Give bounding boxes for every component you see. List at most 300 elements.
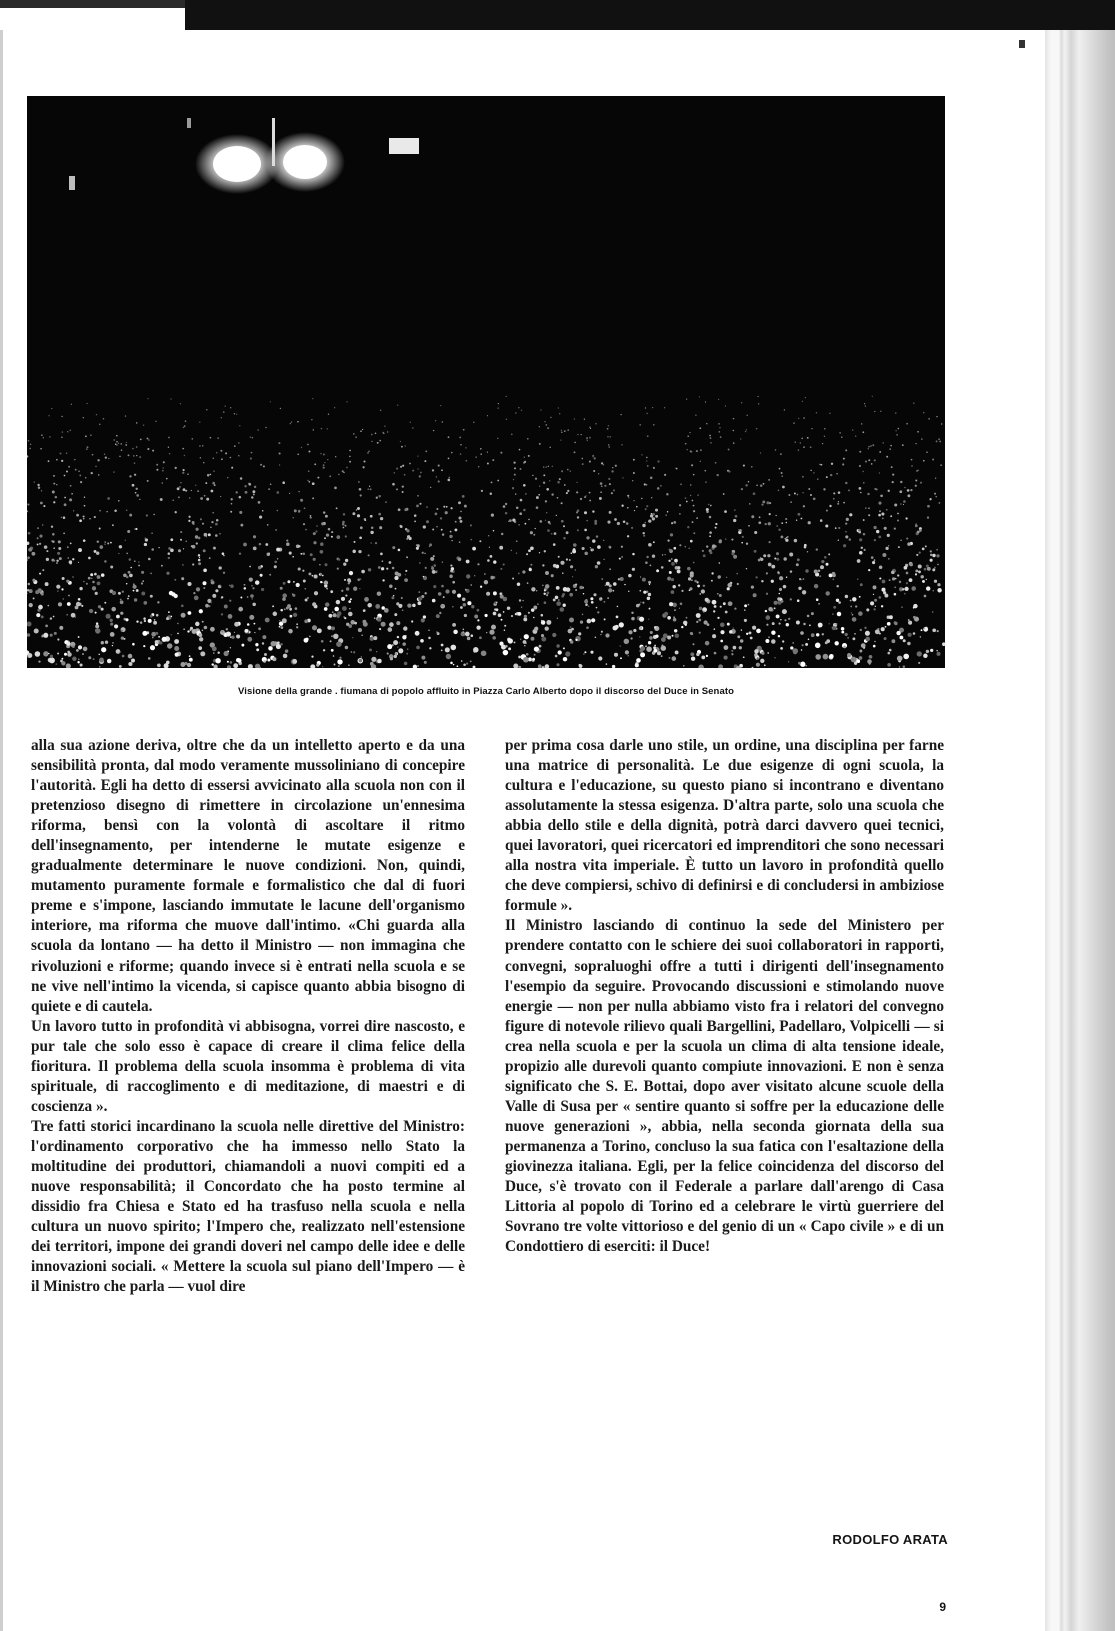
- crowd-speck: [907, 489, 910, 492]
- crowd-speck: [436, 570, 438, 572]
- crowd-speck: [619, 622, 624, 627]
- crowd-speck: [859, 551, 863, 555]
- crowd-speck: [726, 577, 727, 578]
- crowd-speck: [590, 547, 591, 548]
- crowd-speck: [621, 556, 623, 558]
- crowd-speck: [643, 591, 646, 594]
- crowd-speck: [642, 578, 646, 582]
- crowd-speck: [603, 464, 604, 465]
- crowd-speck: [128, 595, 130, 597]
- crowd-speck: [42, 524, 44, 526]
- crowd-speck: [230, 407, 231, 408]
- crowd-speck: [592, 539, 595, 542]
- crowd-speck: [452, 623, 456, 627]
- scan-mark: [1019, 40, 1025, 48]
- crowd-speck: [776, 552, 779, 555]
- crowd-speck: [159, 641, 162, 644]
- crowd-speck: [650, 476, 653, 479]
- crowd-speck: [261, 588, 264, 591]
- crowd-speck: [358, 628, 362, 632]
- crowd-speck: [715, 523, 717, 525]
- crowd-speck: [451, 540, 452, 541]
- crowd-speck: [533, 606, 537, 610]
- crowd-speck: [126, 583, 127, 584]
- crowd-speck: [282, 621, 283, 622]
- crowd-speck: [398, 508, 401, 511]
- crowd-speck: [61, 588, 63, 590]
- crowd-speck: [679, 513, 680, 514]
- crowd-speck: [561, 502, 563, 504]
- crowd-speck: [557, 481, 560, 484]
- crowd-speck: [897, 520, 899, 522]
- crowd-speck: [570, 565, 573, 568]
- crowd-speck: [609, 511, 612, 514]
- crowd-speck: [377, 591, 381, 595]
- crowd-speck: [556, 586, 560, 590]
- crowd-speck: [147, 438, 149, 440]
- crowd-speck: [98, 605, 101, 608]
- crowd-speck: [130, 567, 132, 569]
- crowd-speck: [751, 515, 754, 518]
- crowd-speck: [836, 623, 838, 625]
- crowd-speck: [937, 630, 939, 632]
- crowd-speck: [805, 665, 806, 666]
- crowd-speck: [874, 459, 876, 461]
- crowd-speck: [476, 625, 480, 629]
- crowd-speck: [627, 535, 629, 537]
- crowd-speck: [756, 663, 760, 667]
- crowd-speck: [864, 549, 866, 551]
- crowd-speck: [582, 614, 584, 616]
- crowd-speck: [574, 451, 576, 453]
- crowd-speck: [323, 466, 325, 468]
- crowd-speck: [530, 531, 533, 534]
- crowd-speck: [133, 455, 135, 457]
- crowd-speck: [720, 436, 722, 438]
- crowd-speck: [402, 642, 406, 646]
- crowd-speck: [693, 532, 695, 534]
- crowd-speck: [148, 619, 152, 623]
- crowd-speck: [243, 543, 247, 547]
- crowd-speck: [777, 571, 779, 573]
- crowd-speck: [436, 526, 437, 527]
- crowd-speck: [753, 492, 756, 495]
- crowd-speck: [718, 575, 721, 578]
- crowd-speck: [525, 523, 527, 525]
- crowd-speck: [613, 590, 615, 592]
- crowd-speck: [867, 493, 869, 495]
- crowd-speck: [377, 618, 381, 622]
- crowd-speck: [787, 536, 789, 538]
- crowd-speck: [561, 595, 564, 598]
- crowd-speck: [724, 656, 728, 660]
- crowd-speck: [578, 632, 581, 635]
- crowd-speck: [746, 633, 748, 635]
- crowd-speck: [696, 581, 698, 583]
- crowd-speck: [150, 573, 152, 575]
- crowd-speck: [59, 626, 63, 630]
- crowd-speck: [647, 465, 648, 466]
- crowd-speck: [915, 485, 917, 487]
- crowd-speck: [905, 587, 909, 591]
- crowd-speck: [646, 505, 648, 507]
- crowd-speck: [78, 598, 81, 601]
- crowd-speck: [909, 578, 913, 582]
- crowd-speck: [761, 580, 763, 582]
- crowd-speck: [940, 464, 942, 466]
- crowd-speck: [179, 486, 181, 488]
- crowd-speck: [647, 597, 650, 600]
- crowd-speck: [41, 490, 42, 491]
- crowd-speck: [831, 463, 833, 465]
- crowd-speck: [829, 654, 833, 658]
- crowd-speck: [136, 620, 138, 622]
- crowd-speck: [803, 578, 805, 580]
- crowd-speck: [648, 619, 649, 620]
- crowd-speck: [903, 504, 904, 505]
- crowd-speck: [709, 535, 711, 537]
- crowd-speck: [753, 593, 757, 597]
- crowd-speck: [513, 479, 514, 480]
- crowd-speck: [62, 431, 63, 432]
- crowd-speck: [593, 593, 596, 596]
- crowd-speck: [918, 570, 921, 573]
- crowd-speck: [640, 576, 641, 577]
- crowd-speck: [188, 516, 190, 518]
- crowd-speck: [503, 563, 505, 565]
- crowd-speck: [445, 511, 448, 514]
- crowd-speck: [917, 431, 919, 433]
- crowd-speck: [523, 484, 526, 487]
- crowd-speck: [546, 594, 548, 596]
- crowd-speck: [623, 520, 626, 523]
- crowd-speck: [566, 531, 569, 534]
- crowd-speck: [664, 407, 665, 408]
- crowd-speck: [330, 590, 333, 593]
- crowd-speck: [112, 524, 114, 526]
- crowd-speck: [624, 639, 629, 644]
- crowd-speck: [453, 630, 458, 635]
- crowd-speck: [244, 587, 247, 590]
- crowd-speck: [349, 461, 351, 463]
- crowd-speck: [741, 629, 742, 630]
- crowd-speck: [861, 547, 863, 549]
- crowd-speck: [661, 637, 666, 642]
- crowd-speck: [199, 557, 200, 558]
- crowd-speck: [779, 576, 783, 580]
- crowd-speck: [922, 580, 925, 583]
- crowd-speck: [397, 636, 399, 638]
- crowd-speck: [876, 530, 879, 533]
- crowd-speck: [768, 479, 770, 481]
- crowd-speck: [463, 664, 466, 667]
- crowd-speck: [252, 603, 255, 606]
- crowd-speck: [703, 554, 706, 557]
- crowd-speck: [600, 634, 602, 636]
- crowd-speck: [691, 464, 693, 466]
- crowd-speck: [27, 556, 30, 559]
- crowd-speck: [339, 657, 341, 659]
- crowd-speck: [547, 427, 549, 429]
- crowd-speck: [349, 450, 351, 452]
- crowd-speck: [370, 531, 373, 534]
- crowd-speck: [161, 565, 163, 567]
- crowd-speck: [338, 474, 339, 475]
- crowd-speck: [814, 584, 818, 588]
- crowd-speck: [703, 610, 705, 612]
- crowd-speck: [924, 568, 927, 571]
- crowd-speck: [864, 627, 866, 629]
- crowd-speck: [669, 571, 672, 574]
- crowd-speck: [622, 477, 623, 478]
- crowd-speck: [685, 546, 686, 547]
- crowd-speck: [834, 641, 838, 645]
- crowd-speck: [397, 646, 399, 648]
- crowd-speck: [150, 595, 153, 598]
- crowd-speck: [342, 523, 345, 526]
- crowd-speck: [357, 514, 360, 517]
- crowd-speck: [816, 548, 818, 550]
- crowd-speck: [608, 446, 610, 448]
- crowd-speck: [591, 618, 595, 622]
- crowd-speck: [751, 585, 754, 588]
- crowd-speck: [203, 581, 207, 585]
- crowd-speck: [28, 548, 32, 552]
- crowd-speck: [230, 511, 232, 513]
- crowd-speck: [609, 568, 611, 570]
- crowd-speck: [756, 629, 761, 634]
- crowd-speck: [559, 478, 561, 480]
- crowd-speck: [803, 623, 806, 626]
- crowd-speck: [460, 511, 461, 512]
- crowd-speck: [247, 596, 249, 598]
- crowd-speck: [309, 636, 310, 637]
- crowd-speck: [485, 614, 488, 617]
- crowd-speck: [387, 644, 392, 649]
- crowd-speck: [581, 434, 582, 435]
- crowd-speck: [889, 579, 891, 581]
- crowd-speck: [281, 626, 284, 629]
- crowd-speck: [672, 585, 675, 588]
- crowd-speck: [608, 588, 612, 592]
- crowd-speck: [424, 661, 427, 664]
- crowd-speck: [357, 507, 360, 510]
- crowd-speck: [859, 596, 861, 598]
- crowd-speck: [182, 472, 184, 474]
- crowd-speck: [882, 580, 886, 584]
- crowd-speck: [533, 534, 535, 536]
- crowd-speck: [87, 446, 89, 448]
- crowd-speck: [144, 537, 146, 539]
- crowd-speck: [313, 532, 316, 535]
- crowd-speck: [360, 430, 362, 432]
- crowd-speck: [903, 500, 906, 503]
- crowd-speck: [903, 654, 909, 660]
- crowd-speck: [72, 645, 75, 648]
- crowd-speck: [207, 599, 211, 603]
- crowd-speck: [30, 444, 31, 445]
- crowd-speck: [810, 446, 812, 448]
- crowd-speck: [614, 653, 618, 657]
- crowd-speck: [129, 574, 133, 578]
- crowd-speck: [592, 510, 594, 512]
- crowd-speck: [92, 454, 94, 456]
- crowd-speck: [452, 590, 456, 594]
- crowd-speck: [541, 637, 546, 642]
- crowd-speck: [451, 567, 454, 570]
- crowd-speck: [107, 497, 110, 500]
- crowd-speck: [759, 647, 762, 650]
- crowd-speck: [860, 583, 863, 586]
- crowd-speck: [425, 592, 427, 594]
- crowd-speck: [756, 485, 758, 487]
- crowd-speck: [118, 553, 119, 554]
- crowd-speck: [810, 470, 811, 471]
- crowd-speck: [805, 397, 806, 398]
- crowd-speck: [262, 635, 266, 639]
- crowd-speck: [685, 624, 687, 626]
- crowd-speck: [298, 567, 301, 570]
- crowd-speck: [607, 428, 609, 430]
- crowd-speck: [687, 526, 689, 528]
- crowd-speck: [134, 462, 136, 464]
- crowd-speck: [129, 475, 131, 477]
- crowd-speck: [367, 452, 369, 454]
- crowd-speck: [780, 647, 783, 650]
- crowd-speck: [862, 471, 863, 472]
- crowd-speck: [436, 614, 440, 618]
- crowd-speck: [546, 620, 551, 625]
- crowd-speck: [904, 487, 905, 488]
- crowd-speck: [195, 485, 196, 486]
- crowd-speck: [710, 505, 712, 507]
- crowd-speck: [282, 593, 287, 598]
- crowd-speck: [780, 619, 781, 620]
- crowd-speck: [845, 633, 848, 636]
- crowd-speck: [551, 574, 554, 577]
- crowd-speck: [380, 517, 383, 520]
- crowd-speck: [457, 665, 459, 667]
- crowd-speck: [101, 608, 104, 611]
- crowd-speck: [126, 553, 128, 555]
- crowd-speck: [195, 535, 198, 538]
- crowd-speck: [50, 655, 53, 658]
- crowd-speck: [364, 519, 366, 521]
- crowd-speck: [930, 649, 933, 652]
- crowd-speck: [150, 615, 153, 618]
- crowd-speck: [405, 574, 406, 575]
- crowd-speck: [829, 623, 830, 624]
- crowd-speck: [363, 460, 365, 462]
- crowd-speck: [794, 539, 797, 542]
- crowd-speck: [152, 637, 154, 639]
- crowd-speck: [118, 592, 121, 595]
- crowd-speck: [870, 445, 872, 447]
- crowd-speck: [680, 483, 682, 485]
- crowd-speck: [136, 488, 138, 490]
- crowd-speck: [161, 482, 163, 484]
- crowd-speck: [462, 597, 466, 601]
- crowd-speck: [696, 653, 699, 656]
- crowd-speck: [563, 604, 566, 607]
- crowd-speck: [304, 507, 306, 509]
- crowd-speck: [923, 460, 925, 462]
- crowd-speck: [55, 496, 57, 498]
- crowd-speck: [142, 631, 147, 636]
- crowd-speck: [223, 555, 225, 557]
- crowd-speck: [652, 517, 655, 520]
- crowd-speck: [508, 521, 509, 522]
- crowd-speck: [337, 567, 339, 569]
- crowd-speck: [114, 624, 118, 628]
- crowd-speck: [539, 426, 540, 427]
- crowd-speck: [173, 500, 174, 501]
- crowd-speck: [596, 607, 598, 609]
- crowd-speck: [674, 629, 677, 632]
- crowd-speck: [463, 631, 465, 633]
- crowd-speck: [538, 494, 540, 496]
- crowd-speck: [639, 627, 642, 630]
- crowd-speck: [429, 647, 431, 649]
- crowd-speck: [563, 657, 567, 661]
- crowd-speck: [778, 529, 781, 532]
- crowd-speck: [881, 588, 885, 592]
- crowd-speck: [572, 576, 573, 577]
- crowd-speck: [801, 649, 802, 650]
- crowd-speck: [789, 553, 793, 557]
- crowd-speck: [291, 421, 292, 422]
- crowd-speck: [523, 617, 527, 621]
- crowd-speck: [147, 448, 149, 450]
- page-stack-edge: [1045, 30, 1115, 1631]
- crowd-speck: [355, 436, 357, 438]
- crowd-speck: [626, 522, 629, 525]
- crowd-speck: [127, 598, 129, 600]
- crowd-speck: [867, 659, 872, 664]
- crowd-speck: [586, 626, 589, 629]
- crowd-speck: [698, 619, 701, 622]
- crowd-speck: [630, 637, 632, 639]
- crowd-speck: [200, 518, 202, 520]
- crowd-speck: [212, 646, 217, 651]
- crowd-speck: [607, 521, 610, 524]
- crowd-speck: [524, 645, 525, 646]
- crowd-speck: [710, 437, 712, 439]
- crowd-speck: [568, 629, 573, 634]
- crowd-speck: [699, 427, 701, 429]
- crowd-speck: [728, 470, 730, 472]
- crowd-speck: [138, 561, 139, 562]
- crowd-speck: [177, 633, 179, 635]
- crowd-speck: [331, 626, 335, 630]
- crowd-speck: [802, 401, 803, 402]
- crowd-speck: [767, 554, 770, 557]
- crowd-speck: [766, 624, 768, 626]
- crowd-speck: [533, 617, 534, 618]
- crowd-speck: [208, 605, 210, 607]
- crowd-speck: [177, 623, 178, 624]
- crowd-speck: [76, 602, 81, 607]
- crowd-speck: [38, 486, 40, 488]
- crowd-speck: [608, 546, 610, 548]
- crowd-speck: [342, 606, 347, 611]
- crowd-speck: [441, 469, 443, 471]
- crowd-speck: [561, 470, 563, 472]
- crowd-speck: [583, 653, 584, 654]
- crowd-speck: [157, 663, 161, 667]
- crowd-speck: [635, 663, 639, 667]
- crowd-speck: [904, 566, 908, 570]
